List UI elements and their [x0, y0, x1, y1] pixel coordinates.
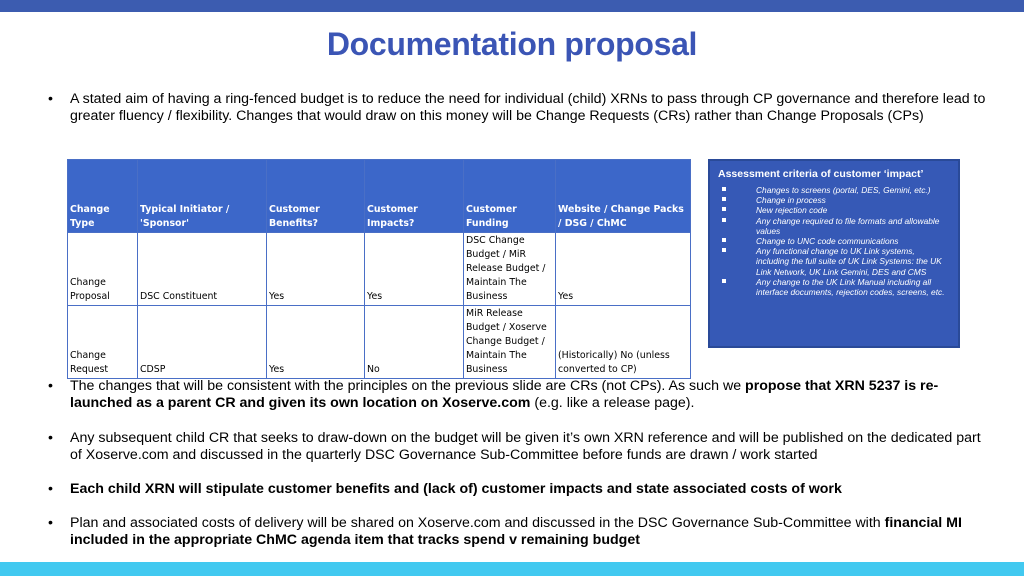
plan-costs-paragraph — [48, 515, 988, 549]
bullet: • — [48, 430, 53, 446]
plan-costs-text-part: Plan and associated costs of delivery will be shared on Xoserve.com and discussed in the DSC Governance Sub-Committee with — [70, 515, 885, 531]
proposal-paragraph — [48, 378, 988, 412]
square-bullet-icon — [722, 279, 726, 283]
criteria-title: Assessment criteria of customer ‘impact’ — [718, 168, 924, 180]
square-bullet-icon — [722, 248, 726, 252]
table-cell: Yes — [267, 306, 365, 379]
table-row — [68, 233, 691, 306]
list-item — [718, 185, 950, 195]
child-cr-text: Any subsequent child CR that seeks to draw-down on the budget will be given it’s own XRN reference and will be published on the dedicated part of Xoserve.com and discussed in the quarterly DSC Governance Sub-Committee before funds are drawn / work started — [70, 430, 981, 463]
proposal-text-bold: propose that XRN 5237 is re-launched as a parent CR and given its own location on Xoserve.com — [70, 378, 939, 411]
intro-text: A stated aim of having a ring-fenced budget is to reduce the need for individual (child) XRNs to pass through CP governance and therefore lead to greater fluency / flexibility. Changes that would draw on this money will be Change Requests (CRs) rather than Change Proposals (CPs) — [70, 91, 986, 124]
list-item — [718, 246, 950, 277]
table-cell: DSC Change Budget / MiR Release Budget / Maintain The Business — [464, 233, 556, 306]
assessment-criteria-box — [708, 159, 960, 348]
square-bullet-icon — [722, 207, 726, 211]
proposal-text-part: The changes that will be consistent with the principles on the previous slide are CRs (not CPs). As such we — [70, 378, 746, 394]
list-item — [718, 195, 950, 205]
table-cell: Yes — [267, 233, 365, 306]
proposal-text — [70, 378, 988, 412]
proposal-text-part: (e.g. like a release page). — [530, 395, 695, 411]
top-accent-bar — [0, 0, 1024, 12]
table-cell: (Historically) No (unless converted to CP) — [556, 306, 691, 379]
criteria-item-text: Changes to screens (portal, DES, Gemini, etc.) — [756, 185, 931, 195]
header-benefits: Customer Benefits? — [267, 160, 365, 233]
slide-title: Documentation proposal — [326, 26, 698, 62]
bullet: • — [48, 481, 53, 497]
criteria-item-text: Any change required to file formats and allowable values — [756, 215, 940, 236]
header-change-type: Change Type — [68, 160, 138, 233]
criteria-list — [718, 185, 950, 297]
bottom-accent-bar — [0, 562, 1024, 576]
header-initiator: Typical Initiator / 'Sponsor' — [138, 160, 267, 233]
bullet: • — [48, 378, 53, 394]
table-cell: Yes — [556, 233, 691, 306]
plan-costs-text — [70, 515, 988, 549]
criteria-item-text: Change in process — [756, 195, 826, 206]
square-bullet-icon — [722, 238, 726, 242]
square-bullet-icon — [722, 197, 726, 201]
intro-paragraph — [48, 91, 988, 125]
list-item — [718, 205, 950, 215]
square-bullet-icon — [722, 187, 726, 191]
header-funding: Customer Funding — [464, 160, 556, 233]
square-bullet-icon — [722, 218, 726, 222]
table-cell: MiR Release Budget / Xoserve Change Budget / Maintain The Business — [464, 306, 556, 379]
table-cell: DSC Constituent — [138, 233, 267, 306]
table-cell: Change Request — [68, 306, 138, 379]
table-header-row — [68, 160, 691, 233]
list-item — [718, 236, 950, 246]
child-xrn-text: Each child XRN will stipulate customer benefits and (lack of) customer impacts and state associated costs of work — [70, 481, 842, 497]
plan-costs-text-bold: financial MI included in the appropriate ChMC agenda item that tracks spend v remaining budget — [70, 515, 962, 548]
table-cell: No — [365, 306, 464, 379]
criteria-item-text: Any functional change to UK Link systems, including the full suite of UK Link Systems: the UK Link Network, UK Link Gemini, DES and CMS — [756, 246, 942, 277]
list-item — [718, 277, 950, 297]
table-row — [68, 306, 691, 379]
bullet: • — [48, 515, 53, 531]
table-cell: Change Proposal — [68, 233, 138, 306]
criteria-item-text: Change to UNC code communications — [756, 236, 899, 247]
table-cell: Yes — [365, 233, 464, 306]
table-cell: CDSP — [138, 306, 267, 379]
header-impacts: Customer Impacts? — [365, 160, 464, 233]
criteria-item-text: Any change to the UK Link Manual including all interface documents, rejection codes, screens, etc. — [756, 276, 945, 298]
list-item — [718, 216, 950, 236]
bullet: • — [48, 91, 53, 107]
header-website: Website / Change Packs / DSG / ChMC — [556, 160, 691, 233]
change-type-table — [67, 159, 691, 379]
child-xrn-paragraph — [48, 481, 988, 498]
child-cr-paragraph — [48, 430, 988, 464]
criteria-item-text: New rejection code — [756, 205, 828, 216]
